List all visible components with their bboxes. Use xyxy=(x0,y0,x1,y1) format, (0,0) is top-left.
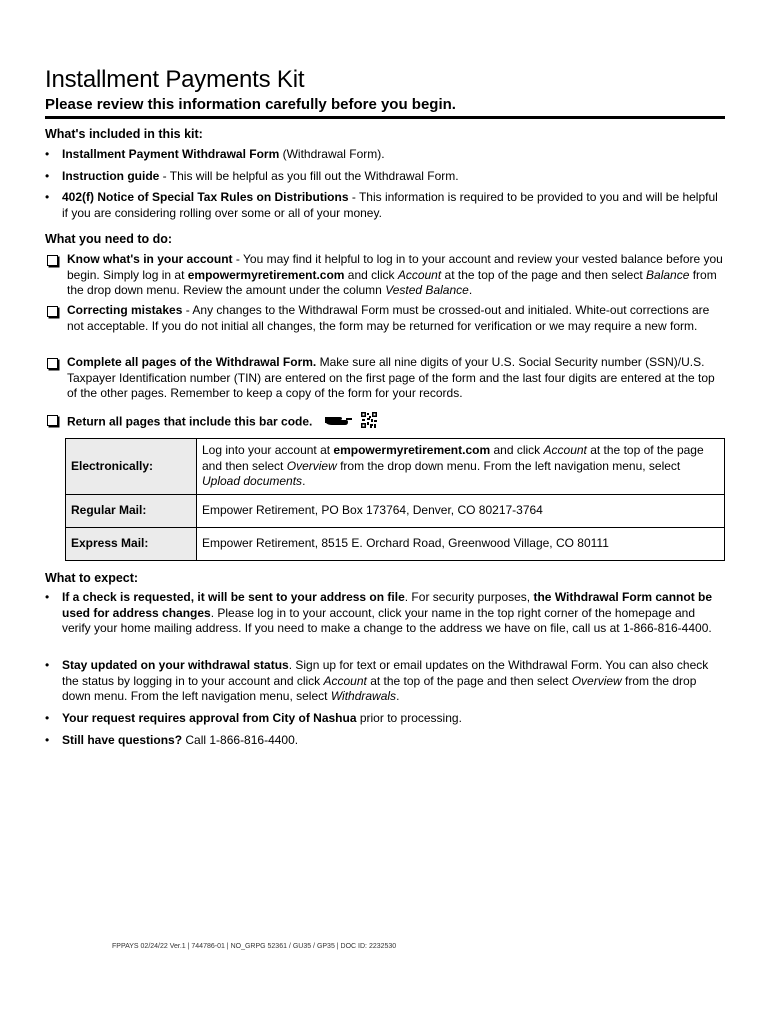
checklist-item-title: Correcting mistakes xyxy=(67,303,183,317)
menu-reference: Upload documents xyxy=(202,474,303,489)
menu-reference: Account xyxy=(397,267,442,282)
column-reference: Vested Balance xyxy=(385,283,469,297)
website-link: empowermyretirement.com xyxy=(187,267,345,282)
expect-item-title: Still have questions? xyxy=(62,733,183,747)
menu-reference: Account xyxy=(543,443,587,458)
expect-item-title: Stay updated on your withdrawal status xyxy=(62,658,289,672)
menu-reference: Account xyxy=(323,673,367,688)
checklist-item xyxy=(45,303,725,334)
website-link: empowermyretirement.com xyxy=(333,443,491,458)
checklist-item-title: Know what's in your account xyxy=(67,252,233,266)
table-row xyxy=(66,528,725,561)
included-item-text: - This information is required to be provided to you and will be helpful if you are considering rolling over some or all of your money. xyxy=(62,190,718,220)
bullet-icon: • xyxy=(45,190,50,204)
expect-item-text: . For security purposes, xyxy=(404,590,534,604)
pointing-hand-icon xyxy=(324,413,352,432)
checklist-item xyxy=(45,412,725,433)
menu-reference: Balance xyxy=(646,267,690,282)
table-cell-text: Log into your account at xyxy=(202,443,334,458)
page-subtitle: Please review this information carefully before you begin. xyxy=(45,96,456,113)
included-item xyxy=(45,147,725,163)
expect-item-text: Call 1-866-816-4400. xyxy=(182,733,299,747)
table-row xyxy=(66,495,725,528)
included-item xyxy=(45,169,725,185)
checklist-item xyxy=(45,355,725,402)
qr-code-icon xyxy=(361,412,377,433)
document-footer: FPPAYS 02/24/22 Ver.1 | 744786-01 | NO_GRPG 52361 / GU35 / GP35 | DOC ID: 2232530 xyxy=(112,943,397,950)
table-row-label: Express Mail: xyxy=(66,528,197,561)
table-cell-text: at the top of the page and then select xyxy=(202,443,704,473)
expect-heading: What to expect: xyxy=(45,571,139,585)
checkbox-icon xyxy=(47,306,58,317)
included-item xyxy=(45,190,725,221)
bullet-icon: • xyxy=(45,658,50,672)
checklist-item-title: Return all pages that include this bar code. xyxy=(67,414,313,429)
included-item-text: - This will be helpful as you fill out the Withdrawal Form. xyxy=(159,169,459,183)
expect-item xyxy=(45,658,725,705)
checklist-item-text: at the top of the page and then select xyxy=(441,267,647,282)
expect-item xyxy=(45,733,725,749)
included-item-title: 402(f) Notice of Special Tax Rules on Distributions xyxy=(62,190,349,204)
included-heading: What's included in this kit: xyxy=(45,127,203,141)
need-heading: What you need to do: xyxy=(45,232,173,246)
menu-reference: Overview xyxy=(286,458,337,473)
checklist-item-text: - Any changes to the Withdrawal Form must be crossed-out and initialed. White-out corrections are not acceptable. If you do not initial all changes, the form may be returned for verification or we may require a new form. xyxy=(67,303,710,333)
table-cell-text: and click xyxy=(490,443,544,458)
checklist-item-text: from the drop down menu. Review the amount under the column xyxy=(67,267,717,297)
included-item-title: Installment Payment Withdrawal Form xyxy=(62,147,280,161)
included-item-title: Instruction guide xyxy=(62,169,160,183)
table-row-label: Regular Mail: xyxy=(66,495,197,528)
checklist-item-title: Complete all pages of the Withdrawal Form. xyxy=(67,355,317,369)
submission-methods-table xyxy=(65,438,725,561)
bullet-icon: • xyxy=(45,169,50,183)
expect-item-text: . xyxy=(396,689,400,703)
expect-item-title: Your request requires approval from City of Nashua xyxy=(62,711,357,725)
expect-item-text: at the top of the page and then select xyxy=(366,673,572,688)
checklist-item-text: - You may find it helpful to log in to your account and review your vested balance before you begin. Simply log in at xyxy=(67,252,723,282)
table-cell-text: from the drop down menu. From the left navigation menu, select xyxy=(336,458,681,473)
expect-item-title: If a check is requested, it will be sent to your address on file xyxy=(62,590,405,604)
page-title: Installment Payments Kit xyxy=(45,66,305,93)
expect-item xyxy=(45,590,725,637)
table-row-value: Empower Retirement, PO Box 173764, Denver, CO 80217-3764 xyxy=(197,495,725,528)
included-item-text: (Withdrawal Form). xyxy=(279,147,385,161)
expect-item xyxy=(45,711,725,727)
bullet-icon: • xyxy=(45,147,50,161)
checklist-item-text: and click xyxy=(344,267,398,282)
expect-item-text: prior to processing. xyxy=(356,711,462,725)
checkbox-icon xyxy=(47,255,58,266)
table-row-label: Electronically: xyxy=(66,439,197,495)
checklist-item-text: Make sure all nine digits of your U.S. Social Security number (SSN)/U.S. Taxpayer Identification number (TIN) are entered on the first page of the form and the last four digits are entered at the top of the other pages. Remember to keep a copy of the form for your records. xyxy=(67,355,715,400)
expect-item-emphasis: the Withdrawal Form cannot be used for address changes xyxy=(62,590,713,620)
bullet-icon: • xyxy=(45,733,50,747)
checklist-item-text: . xyxy=(468,283,473,297)
expect-item-text: from the drop down menu. From the left navigation menu, select xyxy=(62,673,697,703)
header-rule xyxy=(45,116,725,119)
checkbox-icon xyxy=(47,415,58,426)
menu-reference: Withdrawals xyxy=(330,689,397,703)
checklist-item xyxy=(45,252,725,299)
table-row-value xyxy=(197,439,725,495)
expect-item-text: . Please log in to your account, click your name in the top right corner of the homepage and verify your home mailing address. If you need to make a change to the address we have on file, call us at 1-866-816-4400. xyxy=(62,605,712,635)
table-cell-text: . xyxy=(302,474,306,489)
bullet-icon: • xyxy=(45,590,50,604)
table-row-value: Empower Retirement, 8515 E. Orchard Road, Greenwood Village, CO 80111 xyxy=(197,528,725,561)
table-row xyxy=(66,439,725,495)
bullet-icon: • xyxy=(45,711,50,725)
expect-item-text: . Sign up for text or email updates on the Withdrawal Form. You can also check the status by logging in to your account and click xyxy=(62,658,709,688)
menu-reference: Overview xyxy=(571,673,622,688)
checkbox-icon xyxy=(47,358,58,369)
